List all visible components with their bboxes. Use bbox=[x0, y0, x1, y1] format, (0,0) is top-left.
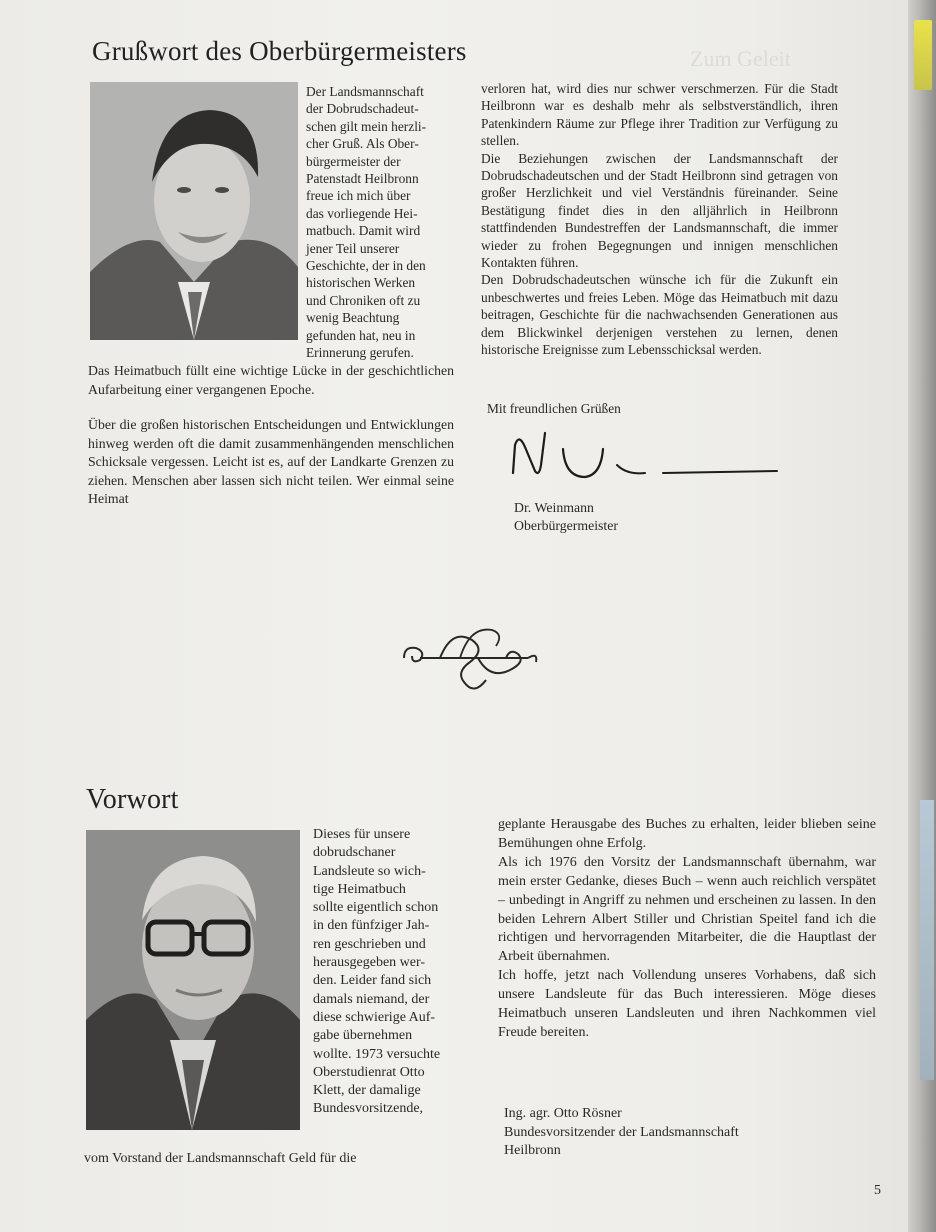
paragraph: geplante Herausgabe des Buches zu erhalten, leider blieben seine Bemühungen ohne Erfolg. bbox=[498, 817, 876, 851]
handwritten-signature bbox=[505, 425, 785, 495]
author-right-column bbox=[498, 816, 876, 1043]
paragraph: Das Heimatbuch füllt eine wichtige Lücke in der geschichtlichen Aufarbeitung einer vergangenen Epoche. bbox=[88, 363, 454, 397]
text-line: Erinnerung gerufen. bbox=[306, 345, 414, 361]
text-line: Der Landsmannschaft bbox=[306, 84, 424, 99]
text-line: Oberstudienrat Otto bbox=[313, 1064, 425, 1080]
author-left-full-column bbox=[84, 1150, 470, 1167]
text-line: matbuch. Damit wird bbox=[306, 223, 421, 239]
text-line: herausgegeben wer- bbox=[313, 955, 426, 971]
page-number: 5 bbox=[874, 1183, 881, 1198]
text-line: wenig Beachtung bbox=[306, 310, 400, 326]
text-line: der Dobrudschadeut- bbox=[306, 101, 419, 117]
paragraph: Als ich 1976 den Vorsitz der Landsmannschaft übernahm, war mein erster Gedanke, dieses Buch – wenn auch reichlich verspätet – unbedingt in Angriff zu nehmen und erscheinen zu lassen. In den beiden Lehrern Albert Stiller und Christian Speitel fand ich die richtigen und hervorragenden Mitarbeiter, die die Hauptlast der Arbeit übernahmen. bbox=[498, 854, 876, 965]
text-line: Dieses für unsere bbox=[313, 827, 411, 842]
text-line: in den fünfziger Jah- bbox=[313, 918, 430, 934]
text-line: und Chroniken oft zu bbox=[306, 292, 421, 308]
mayor-signature-block bbox=[514, 499, 774, 535]
yellow-tab bbox=[914, 20, 932, 90]
blue-tab bbox=[920, 800, 934, 1080]
adjacent-page-edge bbox=[908, 0, 936, 1232]
text-line: tige Heimatbuch bbox=[313, 881, 406, 897]
mayor-closing bbox=[487, 400, 787, 417]
text-line: Bundesvorsitzende, bbox=[313, 1101, 424, 1117]
text-line: Landsleute so wich- bbox=[313, 863, 426, 879]
text-line: Klett, der damalige bbox=[313, 1083, 421, 1099]
section-title-grusswort: Grußwort des Oberbürgermeisters bbox=[92, 36, 467, 66]
paragraph: Den Dobrudschadeutschen wünsche ich für die Zukunft ein unbeschwertes und freies Leben. Möge das Heimatbuch mit dazu beitragen, Geschichte für die nachwachsenden Generationen aus dem Blickwinkel derjenigen verstehen zu lernen, denen historische Ereignisse zum Lebensschicksal werden. bbox=[481, 272, 838, 358]
text-line: historischen Werken bbox=[306, 275, 416, 291]
text-line: freue ich mich über bbox=[306, 188, 411, 204]
text-line: das vorliegende Hei- bbox=[306, 205, 418, 221]
paragraph: verloren hat, wird dies nur schwer verschmerzen. Für die Stadt Heilbronn war es deshalb mehr als selbstverständlich, ihren Patenkindern Räume zur Pflege ihrer Tradition zur Verfügung zu stellen. bbox=[481, 81, 838, 149]
decorative-flourish-ornament bbox=[400, 618, 540, 698]
text-line: gabe übernehmen bbox=[313, 1028, 413, 1044]
bleed-through-text: Zum Geleit bbox=[690, 46, 791, 71]
signer-title: Bundesvorsitzender der Landsmannschaft bbox=[504, 1124, 739, 1140]
text-line: ren geschrieben und bbox=[313, 936, 426, 952]
paragraph: Ich hoffe, jetzt nach Vollendung unseres Vorhabens, daß sich unsere Landsleute für das Buch interessieren. Möge dieses Heimatbuch unseren Landsleuten und ihren Nachkommen viel Freude bereiten. bbox=[498, 968, 876, 1040]
text-line: gefunden hat, neu in bbox=[306, 327, 416, 343]
signer-title: Oberbürgermeister bbox=[514, 518, 618, 533]
text-line: dobrudschaner bbox=[313, 845, 396, 861]
author-signature-block bbox=[504, 1105, 834, 1161]
author-narrow-column bbox=[313, 826, 463, 1119]
text-line: bürgermeister der bbox=[306, 153, 401, 169]
paragraph: Die Beziehungen zwischen der Landsmannschaft der Dobrudschadeutschen und der Stadt Heilbronn sind getragen von großer Herzlichkeit und viel Verständnis füreinander. Seine Bestätigung findet dies in den alljährlich in Heilbronn stattfindenden Bundestreffen der Landsmannschaft, die immer wieder zu frohen Begegnungen und innigen menschlichen Kontakten führen. bbox=[481, 150, 838, 271]
text-line: den. Leider fand sich bbox=[313, 973, 432, 989]
section-title-vorwort: Vorwort bbox=[86, 784, 179, 815]
text-line: Geschichte, der in den bbox=[306, 258, 426, 274]
text-line: Patenstadt Heilbronn bbox=[306, 171, 419, 187]
signer-name: Ing. agr. Otto Rösner bbox=[504, 1106, 622, 1121]
text-line: schen gilt mein herzli- bbox=[306, 118, 427, 134]
paragraph: Über die großen historischen Entscheidungen und Entwicklungen hinweg werden oft die damit zusammenhängenden menschlichen Schicksale vergessen. Leicht ist es, auf der Landkarte Grenzen zu ziehen. Menschen aber lassen sich nicht teilen. Wer einmal seine Heimat bbox=[88, 417, 454, 506]
mayor-right-column bbox=[481, 80, 838, 359]
text-line: wollte. 1973 versuchte bbox=[313, 1046, 441, 1062]
portrait-photo-mayor bbox=[90, 82, 298, 340]
portrait-photo-author bbox=[86, 830, 300, 1130]
signer-name: Dr. Weinmann bbox=[514, 500, 594, 515]
text-line: jener Teil unserer bbox=[306, 240, 400, 256]
text-line: sollte eigentlich schon bbox=[313, 900, 439, 916]
mayor-narrow-column bbox=[306, 83, 453, 362]
text-line: cher Gruß. Als Ober- bbox=[306, 136, 419, 152]
text-line: diese schwierige Auf- bbox=[313, 1009, 436, 1025]
text-line: damals niemand, der bbox=[313, 991, 430, 1007]
mayor-left-full-column bbox=[88, 362, 454, 509]
signer-city: Heilbronn bbox=[504, 1143, 561, 1159]
paragraph: vom Vorstand der Landsmannschaft Geld für die bbox=[84, 1151, 357, 1166]
closing-text: Mit freundlichen Grüßen bbox=[487, 401, 621, 416]
